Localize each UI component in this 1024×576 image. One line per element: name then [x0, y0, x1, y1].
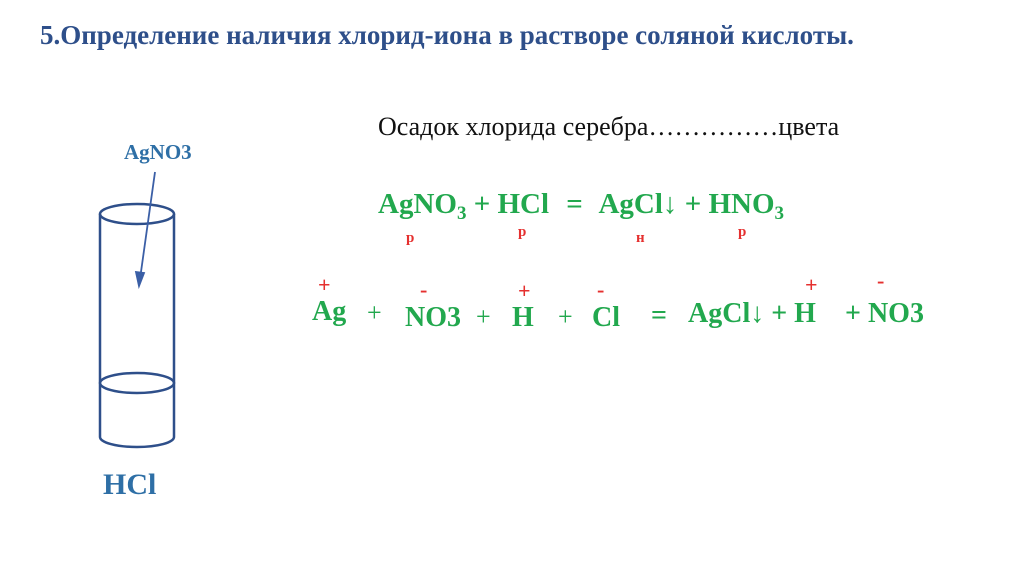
ion-plus-1: +: [367, 298, 382, 327]
state-hcl: р: [518, 224, 527, 240]
charge-no3-product: -: [877, 268, 885, 293]
ion-agcl-h: AgCl↓ + H: [688, 298, 816, 329]
molecular-equation: [378, 188, 785, 224]
precipitate-caption: Осадок хлорида серебра……………цвета: [378, 112, 840, 141]
ion-cl: Cl: [592, 302, 620, 333]
slide-title: 5.Определение наличия хлорид-иона в растворе соляной кислоты.: [40, 20, 854, 50]
eq-agcl: AgCl↓: [598, 188, 678, 220]
liquid-surface: [100, 373, 174, 393]
ion-h: H: [512, 302, 534, 333]
ion-plus-3: +: [558, 302, 573, 331]
eq-agno3-subscript: 3: [456, 203, 467, 224]
ion-ag: Ag: [312, 296, 347, 327]
ionic-equals: =: [651, 300, 667, 331]
drop-arrow-head: [136, 272, 144, 286]
state-agcl: н: [636, 230, 645, 246]
reagent-hcl-label: HCl: [103, 468, 157, 501]
state-agno3: р: [406, 230, 415, 246]
eq-agno3: AgNO: [378, 188, 457, 220]
charge-h: +: [518, 278, 531, 303]
eq-hno3: + HNO: [677, 188, 775, 220]
tube-rim: [100, 204, 174, 224]
state-hno3: р: [738, 224, 747, 240]
tube-bottom: [100, 437, 174, 447]
charge-h-product: +: [805, 272, 818, 297]
drop-arrow-line: [140, 172, 155, 279]
eq-equals: =: [566, 188, 583, 220]
charge-cl: -: [597, 277, 605, 302]
eq-hcl: + HCl: [466, 188, 550, 220]
eq-hno3-subscript: 3: [774, 203, 785, 224]
charge-ag: +: [318, 272, 331, 297]
reagent-agno3-label: AgNO3: [124, 140, 192, 164]
charge-no3: -: [420, 277, 428, 302]
ion-plus-2: +: [476, 302, 491, 331]
ion-no3: NO3: [405, 302, 461, 333]
ion-no3-product: + NO3: [845, 298, 924, 329]
